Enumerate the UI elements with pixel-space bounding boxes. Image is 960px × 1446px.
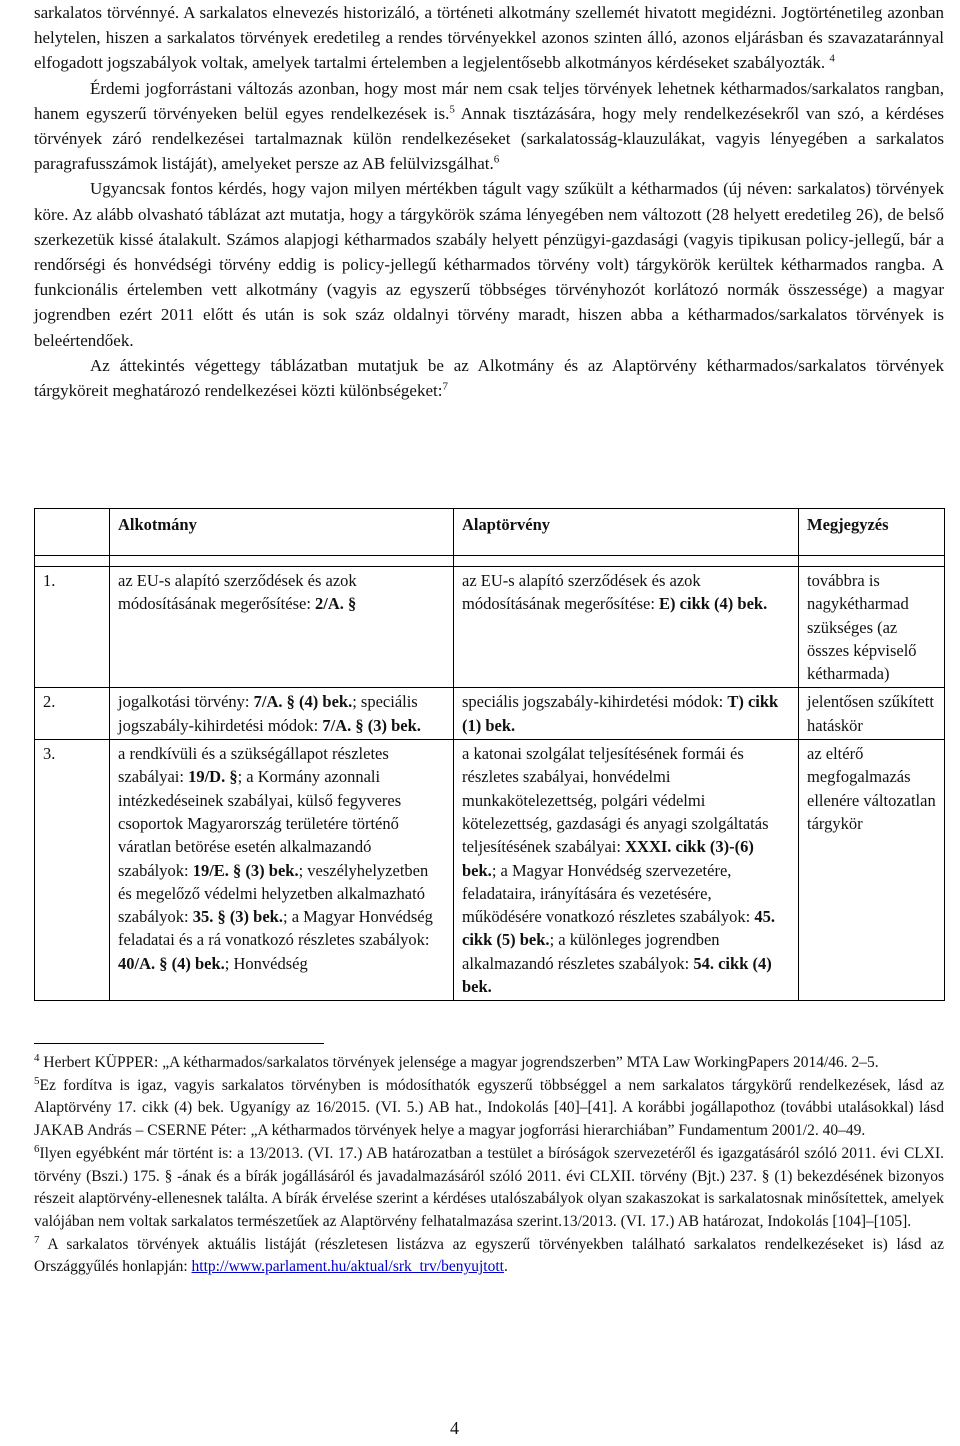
- cell-text: ; veszélyhelyzetben és megelőző védelmi helyzetben alkalmazható szabályok:: [118, 860, 429, 927]
- table-row: [35, 740, 945, 1001]
- cell-text: ; a Magyar Honvédség feladatai és a rá vonatkozó részletes szabályok:: [118, 907, 433, 950]
- cell-text: a rendkívüli és a szükségállapot részletes szabályai:: [118, 744, 389, 787]
- header-megjegyzes: Megjegyzés: [799, 509, 945, 556]
- footnote-6: $^6$Ilyen egyébként már történt is: a 13/2013. (VI. 17.) AB határozatban a testület a bíróságok szervezetéről és igazgatásáról szóló 2011. évi CLXI. törvény (Bszi.) 175. § -ának és a bírák jogállásáról és javadalmazásáról szóló 2011. évi CLXII. törvény (Bjt.) 237. § (1) bekezdésének bizonyos részeit alaptörvény-ellenesnek találta. A bírák érvelése szerint a kérdéses utalószabályok olyan szakaszokat is sarkalatosnak minősítettek, amelyek valójában nem voltak sarkalatos természetűek az Alaptörvény felhatalmazása szerint.13/2013. (VI. 17.) AB határozat, Indokolás [104]–[105].: [34, 1142, 944, 1230]
- provision-reference: 35. § (3) bek.: [192, 907, 283, 927]
- table-header-row: [35, 509, 945, 556]
- footnotes: [34, 1052, 944, 1279]
- footnote-divider: [34, 1043, 324, 1044]
- cell-alkotmany: [110, 740, 454, 1001]
- cell-alkotmany: [110, 688, 454, 740]
- footnote-ref[interactable]: 5: [449, 103, 455, 116]
- cell-alaptorveny: [454, 740, 799, 1001]
- paragraph-3: Ugyancsak fontos kérdés, hogy vajon milyen mértékben tágult vagy szűkült a kétharmados (új néven: sarkalatos) törvények köre. Az alább olvasható táblázat azt mutatja, hogy a tárgykörök száma lényegében nem változott (28 helyett eredetileg 26), de belső szerkezetük kissé átalakult. Számos alapjogi kétharmados szabály helyett pénzügyi-gazdasági (vagyis tipikusan policy-jellegű, bár a rendőrségi és honvédségi törvény eddig is policy-jellegű kétharmados törvény volt) tárgykörök kerültek kétharmados rangba. A funkcionális értelemben vett alkotmány (vagyis az egyszerű többséges törvényhozót korlátozó normák összessége) a magyar jogrendben ezért 2011 előtt és után is sok száz oldalnyi törvény maradt, hiszen abba a kétharmados/sarkalatos törvények is beleértendőek.: [34, 179, 944, 350]
- header-alkotmany: Alkotmány: [110, 509, 454, 556]
- cell-text: ; a különleges jogrendben alkalmazandó részletes szabályok:: [462, 930, 720, 973]
- parliament-link[interactable]: http://www.parlament.hu/aktual/srk_trv/benyujtott: [191, 1258, 504, 1276]
- cell-text: jogalkotási törvény:: [118, 692, 254, 712]
- cell-text: az EU-s alapító szerződések és azok módosításának megerősítése:: [118, 571, 357, 614]
- cell-alaptorveny: [454, 688, 799, 740]
- provision-reference: 45. cikk (5) bek.: [462, 907, 775, 950]
- paragraph-1: sarkalatos törvénnyé. A sarkalatos elnevezés historizáló, a történeti alkotmány szellemét hivatott megidézni. Jogtörténetileg azonban helytelen, hiszen a sarkalatos törvények eredetileg a rendes törvényekkel azonos szinten álló, azonos eljárásban és szavazataránnyal elfogadott jogszabályok voltak, amelyek tartalmi értelemben a legjelentősebb alkotmányos kérdéseket szabályozták. $^4$: [34, 3, 944, 73]
- row-number: 1.: [35, 567, 110, 688]
- cell-megjegyzes: jelentősen szűkített hatáskör: [799, 688, 945, 740]
- body-text: [34, 0, 944, 403]
- page-number: 4: [450, 1418, 459, 1438]
- provision-reference: T) cikk (1) bek.: [462, 692, 779, 735]
- provision-reference: 40/A. § (4) bek.: [118, 953, 225, 973]
- footnote-ref[interactable]: 7: [442, 380, 448, 393]
- cell-text: ; a Kormány azonnali intézkedéseinek szabályai, külső fegyveres csoportok Magyarország területére történő váratlan betörése esetén alkalmazandó szabályok:: [118, 767, 402, 880]
- cell-text: ; a Magyar Honvédség szervezetére, feladataira, irányítására és vezetésére, működésére vonatkozó részletes szabályok:: [462, 860, 755, 927]
- provision-reference: 54. cikk (4) bek.: [462, 953, 772, 997]
- table-spacer-row: [35, 556, 945, 567]
- comparison-table: [34, 508, 945, 1001]
- row-number: 3.: [35, 740, 110, 1001]
- table-row: [35, 688, 945, 740]
- cell-text: ; speciális jogszabály-kihirdetési módok:: [118, 692, 418, 735]
- cell-text: a katonai szolgálat teljesítésének formái és részletes szabályai, honvédelmi munkakötelezettség, polgári védelmi kötelezettség, gazdasági és anyagi szolgáltatás teljesítésének szabályai:: [462, 744, 769, 857]
- paragraph-2: Érdemi jogforrástani változás azonban, hogy most már nem csak teljes törvények lehetnek kétharmados/sarkalatos rangban, hanem egyszerű törvényeken belül egyes rendelkezések is.$^5$ Annak tisztázására, hogy mely rendelkezésekről van szó, a kérdéses törvények záró rendelkezései tartalmaznak külön rendelkezéseket (sarkalatosság-klauzulákat, vagyis lényegében a sarkalatos paragrafusszámok listáját), amelyeket persze az AB felülvizsgálhat.$^6$: [34, 78, 944, 174]
- footnote-5: $^5$Ez fordítva is igaz, vagyis sarkalatos törvényben is módosíthatók egyszerű többséggel a nem sarkalatos tárgykörű rendelkezések, lásd az Alaptörvény 17. cikk (4) bek. Ugyanígy az 16/2015. (VI. 5.) AB hat., Indokolás [40]–[41]. A korábbi jogállapothoz (további utalásokkal) lásd JAKAB András – CSERNE Péter: „A kétharmados törvények helye a magyar jogforrási hierarchiában” Fundamentum 2001/2. 40–49.: [34, 1074, 944, 1140]
- provision-reference: 7/A. § (4) bek.: [253, 692, 353, 712]
- provision-reference: 2/A. §: [315, 594, 357, 614]
- footnote-ref[interactable]: 6: [493, 153, 500, 166]
- provision-reference: 7/A. § (3) bek.: [322, 715, 421, 735]
- paragraph-4: Az áttekintés végettegy táblázatban mutatjuk be az Alkotmány és az Alaptörvény kétharmados/sarkalatos törvények tárgyköreit meghatározó rendelkezései közti különbségeket:$^7$: [34, 355, 944, 401]
- cell-megjegyzes: továbbra is nagykétharmad szükséges (az összes képviselő kétharmada): [799, 567, 945, 688]
- header-number: [35, 509, 110, 556]
- cell-alkotmany: [110, 567, 454, 688]
- document-page: [34, 0, 944, 1276]
- header-alaptorveny: Alaptörvény: [454, 509, 799, 556]
- cell-text: speciális jogszabály-kihirdetési módok:: [462, 692, 728, 712]
- provision-reference: E) cikk (4) bek.: [659, 594, 768, 614]
- cell-alaptorveny: [454, 567, 799, 688]
- provision-reference: XXXI. cikk (3)-(6) bek.: [462, 837, 754, 880]
- provision-reference: 19/E. § (3) bek.: [192, 860, 299, 880]
- table-row: [35, 567, 945, 688]
- row-number: 2.: [35, 688, 110, 740]
- footnote-7: $^7$ A sarkalatos törvények aktuális listáját (részletesen listázva az egyszerű törvényekben található sarkalatos rendelkezéseket is) lásd az Országgyűlés honlapján: http://www.parlament.hu/aktual/srk_trv/benyujtott.: [34, 1233, 944, 1276]
- provision-reference: 19/D. §: [188, 767, 238, 787]
- footnote-ref[interactable]: 4: [829, 52, 835, 65]
- cell-text: ; Honvédség: [224, 953, 308, 973]
- cell-text: az EU-s alapító szerződések és azok módosításának megerősítése:: [462, 571, 701, 614]
- footnote-4: $^4$ Herbert KÜPPER: „A kétharmados/sarkalatos törvények jelensége a magyar jogrendszerben” MTA Law WorkingPapers 2014/46. 2–5.: [34, 1051, 879, 1071]
- cell-megjegyzes: az eltérő megfogalmazás ellenére változatlan tárgykör: [799, 740, 945, 1001]
